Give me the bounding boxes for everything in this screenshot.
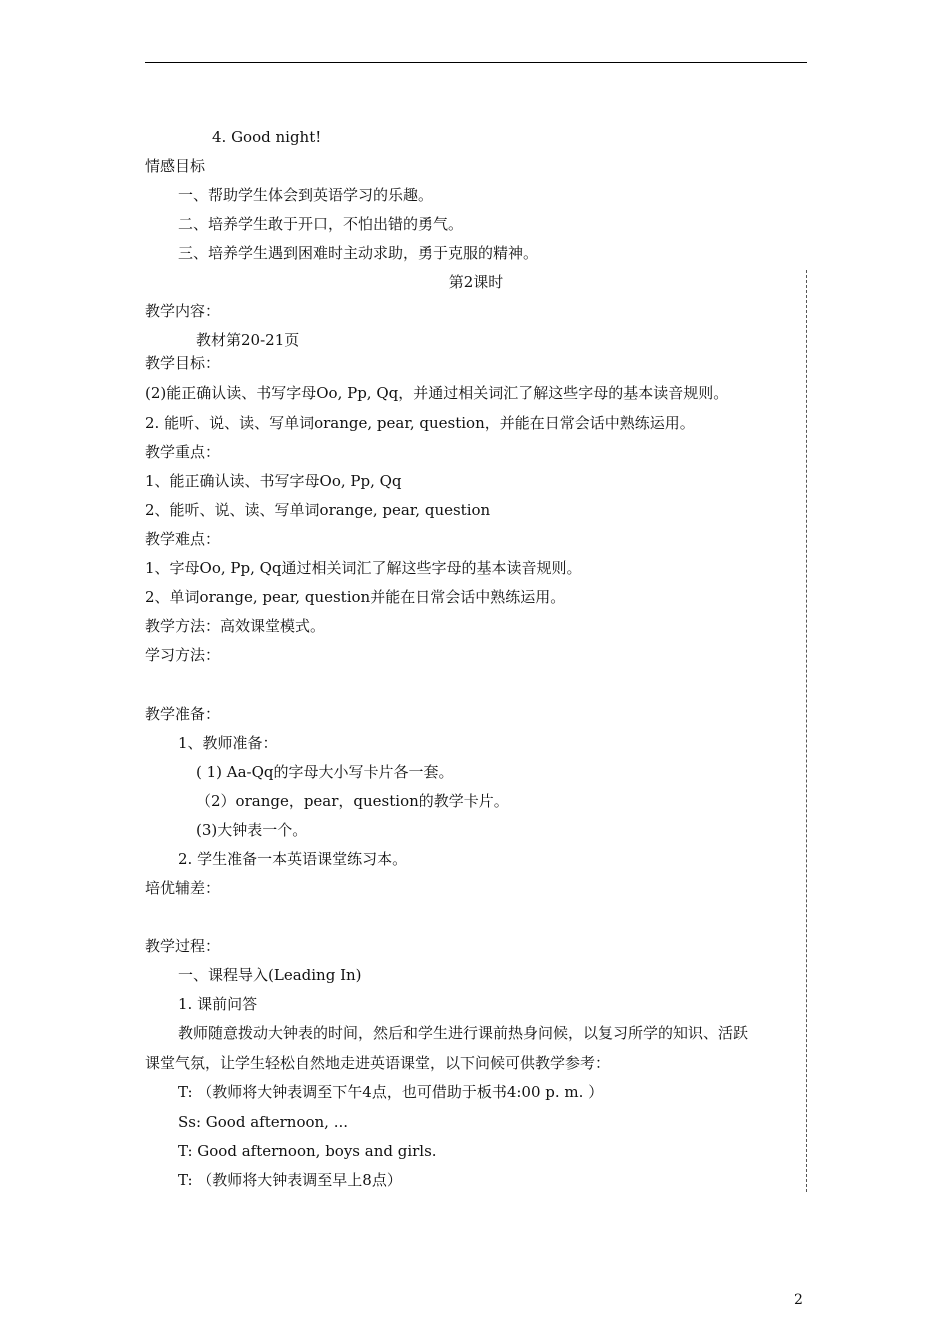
text-line: 1. 课前问答 [178,995,258,1013]
text-line: 教材第20-21页 [196,331,300,349]
text-line: 2. 能听、说、读、写单词orange, pear, question，并能在日常会话中熟练运用。 [145,414,695,432]
text-line: 2. 学生准备一本英语课堂练习本。 [178,850,408,868]
text-line: (2)能正确认读、书写字母Oo, Pp, Qq，并通过相关词汇了解这些字母的基本读音规则。 [145,384,729,402]
text-line: 教学方法：高效课堂模式。 [145,617,326,635]
text-line: 1、字母Oo, Pp, Qq通过相关词汇了解这些字母的基本读音规则。 [145,559,582,577]
text-line: 1、能正确认读、书写字母Oo, Pp, Qq [145,472,402,490]
section-heading: 教学过程： [145,937,221,955]
section-heading: 情感目标 [145,157,206,175]
text-line: 二、培养学生敢于开口，不怕出错的勇气。 [178,215,464,233]
text-line: 课堂气氛，让学生轻松自然地走进英语课堂，以下问候可供教学参考： [145,1054,611,1072]
section-heading: 教学内容： [145,302,221,320]
text-line: 2、能听、说、读、写单词orange, pear, question [145,501,491,519]
section-heading: 学习方法： [145,646,221,664]
section-heading: 教学目标： [145,354,221,372]
text-line: T: （教师将大钟表调至下午4点，也可借助于板书4:00 p. m. ） [178,1083,604,1101]
text-line: 1、教师准备： [178,734,278,752]
text-line: ( 1) Aa-Qq的字母大小写卡片各一套。 [196,763,454,781]
section-heading: 教学准备： [145,705,221,723]
text-line: 三、培养学生遇到困难时主动求助，勇于克服的精神。 [178,244,539,262]
text-line: 一、帮助学生体会到英语学习的乐趣。 [178,186,434,204]
section-heading: 教学难点： [145,530,221,548]
header-rule [145,62,807,63]
margin-rule [806,270,807,1192]
section-heading: 培优辅差： [145,879,221,897]
page-number: 2 [794,1292,803,1308]
text-line: （2）orange，pear，question的教学卡片。 [196,792,509,810]
text-line: T: （教师将大钟表调至早上8点） [178,1171,402,1189]
text-line: 2、单词orange, pear, question并能在日常会话中熟练运用。 [145,588,566,606]
text-line: 4. Good night! [212,128,322,146]
text-line: T: Good afternoon, boys and girls. [178,1142,437,1160]
text-line: (3)大钟表一个。 [196,821,308,839]
text-line: Ss: Good afternoon, ... [178,1113,349,1131]
section-heading: 教学重点： [145,443,221,461]
lesson-title: 第2课时 [448,273,504,291]
text-line: 教师随意拨动大钟表的时间，然后和学生进行课前热身问候，以复习所学的知识、活跃 [178,1024,749,1042]
text-line: 一、课程导入(Leading In) [178,966,362,984]
